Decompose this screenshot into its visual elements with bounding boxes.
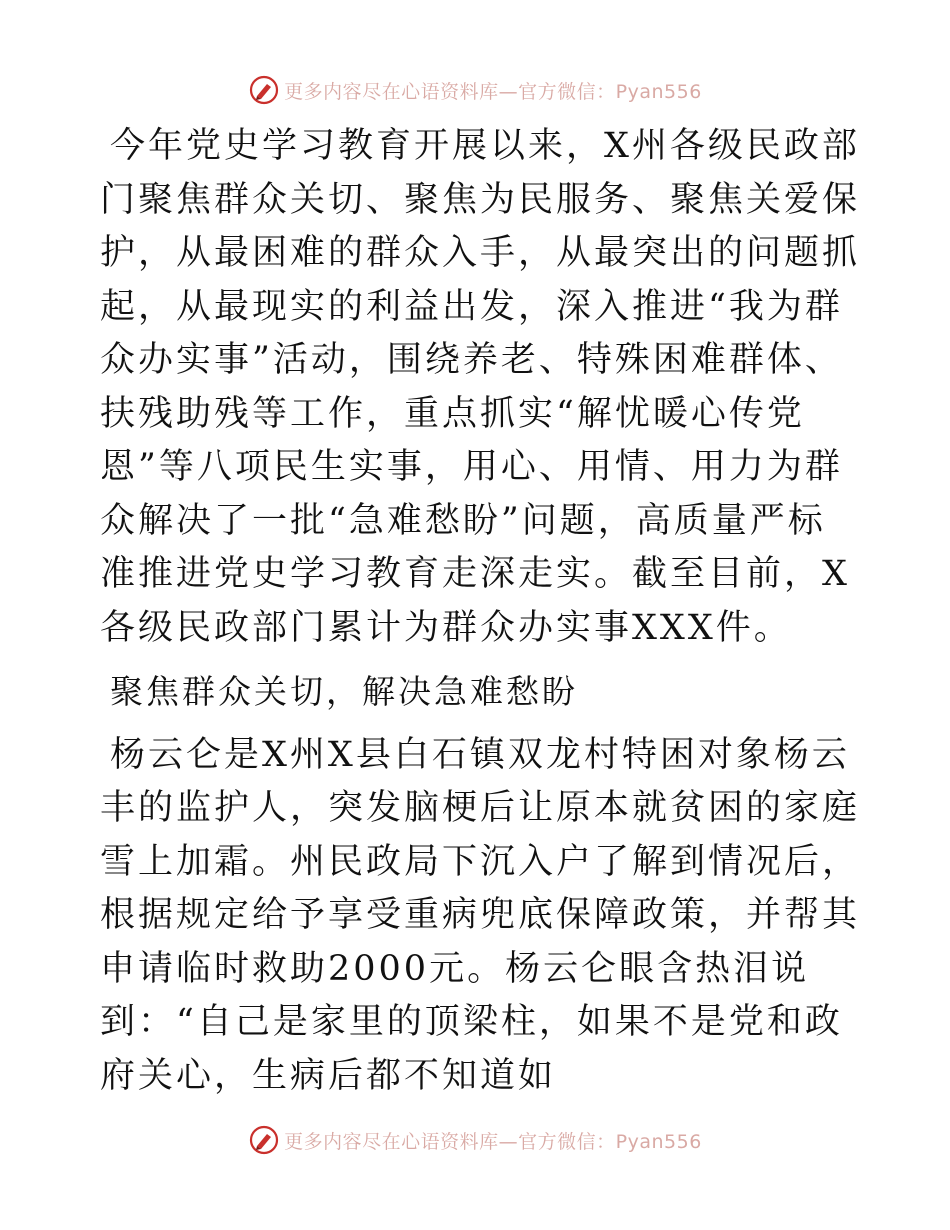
paragraph-story: 杨云仑是X州X县白石镇双龙村特困对象杨云丰的监护人，突发脑梗后让原本就贫困的家庭雪上加霜。州民政局下沉入户了解到情况后，根据规定给予享受重病兜底保障政策，并帮其申请临时救助2000元。杨云仑眼含热泪说到：“自己是家里的顶梁柱，如果不是党和政府关心，生病后都不知道如 bbox=[100, 734, 861, 1096]
pen-logo-icon bbox=[248, 74, 280, 106]
watermark-banner-bottom bbox=[0, 1120, 950, 1160]
pen-logo-icon bbox=[248, 1124, 280, 1156]
watermark-text: 更多内容尽在心语资料库—官方微信：Pyan556 bbox=[284, 1130, 702, 1153]
watermark-banner-top bbox=[0, 70, 950, 110]
watermark-text: 更多内容尽在心语资料库—官方微信：Pyan556 bbox=[284, 80, 702, 103]
section-heading: 聚焦群众关切，解决急难愁盼 bbox=[110, 672, 578, 711]
document-body bbox=[100, 120, 860, 1103]
paragraph-intro: 今年党史学习教育开展以来，X州各级民政部门聚焦群众关切、聚焦为民服务、聚焦关爱保护，从最困难的群众入手，从最突出的问题抓起，从最现实的利益出发，深入推进“我为群众办实事”活动，围绕养老、特殊困难群体、扶残助残等工作，重点抓实“解忧暖心传党恩”等八项民生实事，用心、用情、用力为群众解决了一批“急难愁盼”问题，高质量严标准推进党史学习教育走深走实。截至目前，X各级民政部门累计为群众办实事XXX件。 bbox=[100, 126, 861, 648]
